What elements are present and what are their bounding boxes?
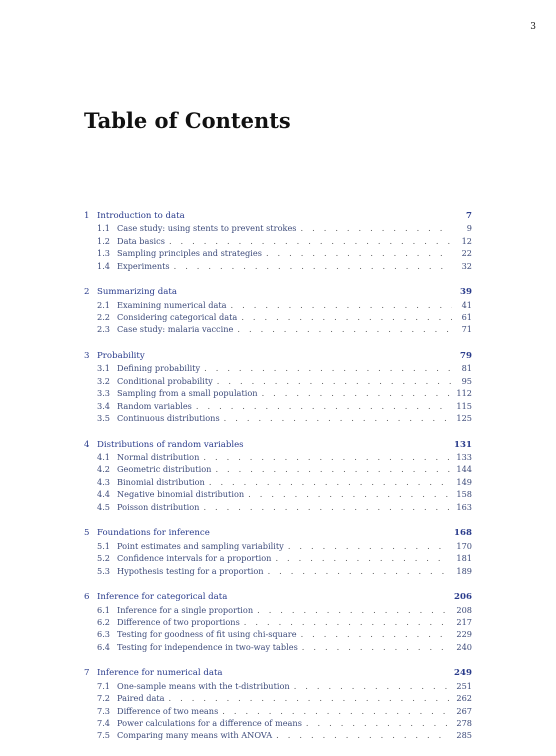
dot-leader: [203, 501, 450, 513]
section-title: Hypothesis testing for a proportion: [117, 565, 264, 576]
chapter-page: 39: [460, 287, 472, 298]
section-title: Defining probability: [117, 363, 201, 374]
section-number: 4.5: [97, 501, 111, 512]
section-number: 5.2: [97, 553, 111, 564]
section-page: 95: [461, 375, 472, 386]
section-page: 158: [456, 489, 472, 500]
chapter-entry[interactable]: [84, 210, 472, 222]
section-page: 181: [456, 553, 472, 564]
chapter-page: 79: [460, 351, 472, 362]
section-entry[interactable]: [84, 222, 472, 234]
chapter-title: Introduction to data: [97, 211, 185, 221]
chapter-page: 131: [454, 439, 472, 450]
section-page: 22: [461, 248, 472, 259]
dot-leader: [276, 729, 450, 741]
section-page: 144: [456, 464, 472, 475]
section-title: One-sample means with the t-distribution: [117, 680, 290, 691]
dot-leader: [224, 412, 451, 424]
section-entry[interactable]: [84, 463, 472, 475]
section-number: 1.2: [97, 235, 111, 246]
section-title: Geometric distribution: [117, 464, 212, 475]
section-title: Power calculations for a difference of means: [117, 717, 302, 728]
section-number: 3.2: [97, 375, 111, 386]
section-number: 1.3: [97, 248, 111, 259]
section-number: 4.1: [97, 452, 111, 463]
section-title: Comparing many means with ANOVA: [117, 730, 273, 741]
section-title: Binomial distribution: [117, 476, 205, 487]
chapter-number: 3: [84, 351, 90, 362]
chapter: [84, 439, 472, 513]
section-entry[interactable]: [84, 604, 472, 616]
dot-leader: [169, 235, 452, 247]
dot-leader: [275, 552, 450, 564]
dot-leader: [294, 680, 451, 692]
dot-leader: [169, 692, 451, 704]
dot-leader: [209, 476, 451, 488]
chapter: [84, 667, 472, 741]
section-page: 170: [456, 540, 472, 551]
section-entry[interactable]: [84, 628, 472, 640]
dot-leader: [217, 375, 452, 387]
section-title: Data basics: [117, 235, 165, 246]
section-title: Difference of two proportions: [117, 616, 240, 627]
section-entry[interactable]: [84, 260, 472, 272]
section-page: 208: [456, 604, 472, 615]
section-number: 3.3: [97, 388, 111, 399]
section-title: Confidence intervals for a proportion: [117, 553, 272, 564]
section-entry[interactable]: [84, 501, 472, 513]
chapter-entry[interactable]: [84, 286, 472, 298]
section-title: Case study: malaria vaccine: [117, 324, 234, 335]
section-page: 9: [466, 223, 472, 234]
section-page: 149: [456, 476, 472, 487]
dot-leader: [196, 400, 450, 412]
section-number: 1.4: [97, 260, 111, 271]
section-title: Inference for a single proportion: [117, 604, 254, 615]
section-page: 32: [461, 260, 472, 271]
section-title: Examining numerical data: [117, 299, 227, 310]
section-number: 6.3: [97, 629, 111, 640]
chapter-number: 5: [84, 528, 90, 539]
section-entry[interactable]: [84, 692, 472, 704]
section-number: 4.3: [97, 476, 111, 487]
chapter-number: 4: [84, 439, 90, 450]
section-entry[interactable]: [84, 729, 472, 741]
section-number: 2.1: [97, 299, 111, 310]
dot-leader: [203, 451, 450, 463]
section-title: Poisson distribution: [117, 501, 200, 512]
section-entry[interactable]: [84, 616, 472, 628]
section-title: Conditional probability: [117, 375, 213, 386]
dot-leader: [306, 717, 450, 729]
section-title: Paired data: [117, 693, 165, 704]
dot-leader: [237, 323, 452, 335]
section-number: 6.1: [97, 604, 111, 615]
section-title: Point estimates and sampling variability: [117, 540, 284, 551]
dot-leader: [241, 311, 452, 323]
section-page: 285: [456, 730, 472, 741]
section-number: 3.5: [97, 413, 111, 424]
dot-leader: [204, 362, 452, 374]
chapter-entry[interactable]: [84, 527, 472, 539]
section-page: 240: [456, 641, 472, 652]
section-page: 115: [456, 400, 472, 411]
section-title: Sampling from a small population: [117, 388, 258, 399]
section-title: Case study: using stents to prevent strokes: [117, 223, 297, 234]
section-number: 5.1: [97, 540, 111, 551]
section-page: 217: [456, 616, 472, 627]
section-number: 4.2: [97, 464, 111, 475]
section-page: 251: [456, 680, 472, 691]
section-title: Testing for goodness of fit using chi-square: [117, 629, 297, 640]
section-number: 7.4: [97, 717, 111, 728]
chapter-number: 7: [84, 668, 90, 679]
section-entry[interactable]: [84, 235, 472, 247]
section-page: 163: [456, 501, 472, 512]
section-entry[interactable]: [84, 476, 472, 488]
section-entry[interactable]: [84, 400, 472, 412]
chapter-entry[interactable]: [84, 439, 472, 451]
chapter-title: Inference for categorical data: [97, 592, 228, 603]
chapter: [84, 527, 472, 577]
page-number: 3: [530, 22, 536, 32]
dot-leader: [268, 565, 451, 577]
chapter: [84, 591, 472, 653]
section-entry[interactable]: [84, 488, 472, 500]
chapter: [84, 286, 472, 336]
dot-leader: [215, 463, 450, 475]
section-page: 133: [456, 452, 472, 463]
section-number: 2.2: [97, 312, 111, 323]
section-number: 7.2: [97, 693, 111, 704]
chapter-entry[interactable]: [84, 667, 472, 679]
section-page: 12: [461, 235, 472, 246]
chapter-page: 168: [454, 528, 472, 539]
section-page: 71: [461, 324, 472, 335]
section-title: Continuous distributions: [117, 413, 220, 424]
dot-leader: [222, 705, 450, 717]
dot-leader: [288, 540, 451, 552]
section-entry[interactable]: [84, 247, 472, 259]
table-of-contents: [84, 210, 472, 756]
section-entry[interactable]: [84, 540, 472, 552]
section-page: 267: [456, 705, 472, 716]
section-number: 7.5: [97, 730, 111, 741]
section-title: Negative binomial distribution: [117, 489, 245, 500]
section-title: Normal distribution: [117, 452, 200, 463]
chapter-title: Probability: [97, 351, 145, 362]
section-entry[interactable]: [84, 412, 472, 424]
dot-leader: [257, 604, 450, 616]
section-page: 112: [456, 388, 472, 399]
chapter-page: 249: [454, 668, 472, 679]
section-entry[interactable]: [84, 323, 472, 335]
section-entry[interactable]: [84, 680, 472, 692]
section-number: 2.3: [97, 324, 111, 335]
dot-leader: [301, 628, 451, 640]
chapter: [84, 210, 472, 272]
section-number: 3.1: [97, 363, 111, 374]
chapter-title: Distributions of random variables: [97, 439, 244, 450]
section-title: Sampling principles and strategies: [117, 248, 262, 259]
section-number: 4.4: [97, 489, 111, 500]
chapter-page: 206: [454, 592, 472, 603]
section-page: 41: [461, 299, 472, 310]
chapter-title: Summarizing data: [97, 287, 177, 298]
section-number: 7.1: [97, 680, 111, 691]
dot-leader: [301, 222, 452, 234]
chapter-page: 7: [466, 211, 472, 221]
section-page: 61: [461, 312, 472, 323]
section-page: 229: [456, 629, 472, 640]
section-entry[interactable]: [84, 565, 472, 577]
section-entry[interactable]: [84, 717, 472, 729]
chapter-number: 1: [84, 211, 90, 221]
section-page: 189: [456, 565, 472, 576]
chapter-title: Foundations for inference: [97, 528, 210, 539]
section-entry[interactable]: [84, 552, 472, 564]
dot-leader: [248, 488, 450, 500]
chapter-number: 2: [84, 287, 90, 298]
chapter: [84, 350, 472, 424]
section-title: Experiments: [117, 260, 170, 271]
chapter-entry[interactable]: [84, 591, 472, 603]
section-entry[interactable]: [84, 362, 472, 374]
section-number: 3.4: [97, 400, 111, 411]
section-number: 6.2: [97, 616, 111, 627]
chapter-title: Inference for numerical data: [97, 668, 223, 679]
page-title: Table of Contents: [84, 108, 291, 133]
section-entry[interactable]: [84, 375, 472, 387]
section-title: Testing for independence in two-way tables: [117, 641, 298, 652]
section-title: Random variables: [117, 400, 192, 411]
dot-leader: [174, 260, 452, 272]
section-page: 125: [456, 413, 472, 424]
chapter-entry[interactable]: [84, 350, 472, 362]
section-entry[interactable]: [84, 705, 472, 717]
section-entry[interactable]: [84, 311, 472, 323]
section-number: 6.4: [97, 641, 111, 652]
section-entry[interactable]: [84, 299, 472, 311]
chapter-number: 6: [84, 592, 90, 603]
section-entry[interactable]: [84, 387, 472, 399]
dot-leader: [302, 641, 451, 653]
section-title: Considering categorical data: [117, 312, 238, 323]
section-page: 81: [461, 363, 472, 374]
section-number: 5.3: [97, 565, 111, 576]
section-page: 278: [456, 717, 472, 728]
section-title: Difference of two means: [117, 705, 219, 716]
dot-leader: [244, 616, 451, 628]
section-number: 1.1: [97, 223, 111, 234]
section-number: 7.3: [97, 705, 111, 716]
dot-leader: [262, 387, 451, 399]
section-entry[interactable]: [84, 641, 472, 653]
dot-leader: [231, 299, 452, 311]
section-page: 262: [456, 693, 472, 704]
section-entry[interactable]: [84, 451, 472, 463]
dot-leader: [266, 247, 452, 259]
